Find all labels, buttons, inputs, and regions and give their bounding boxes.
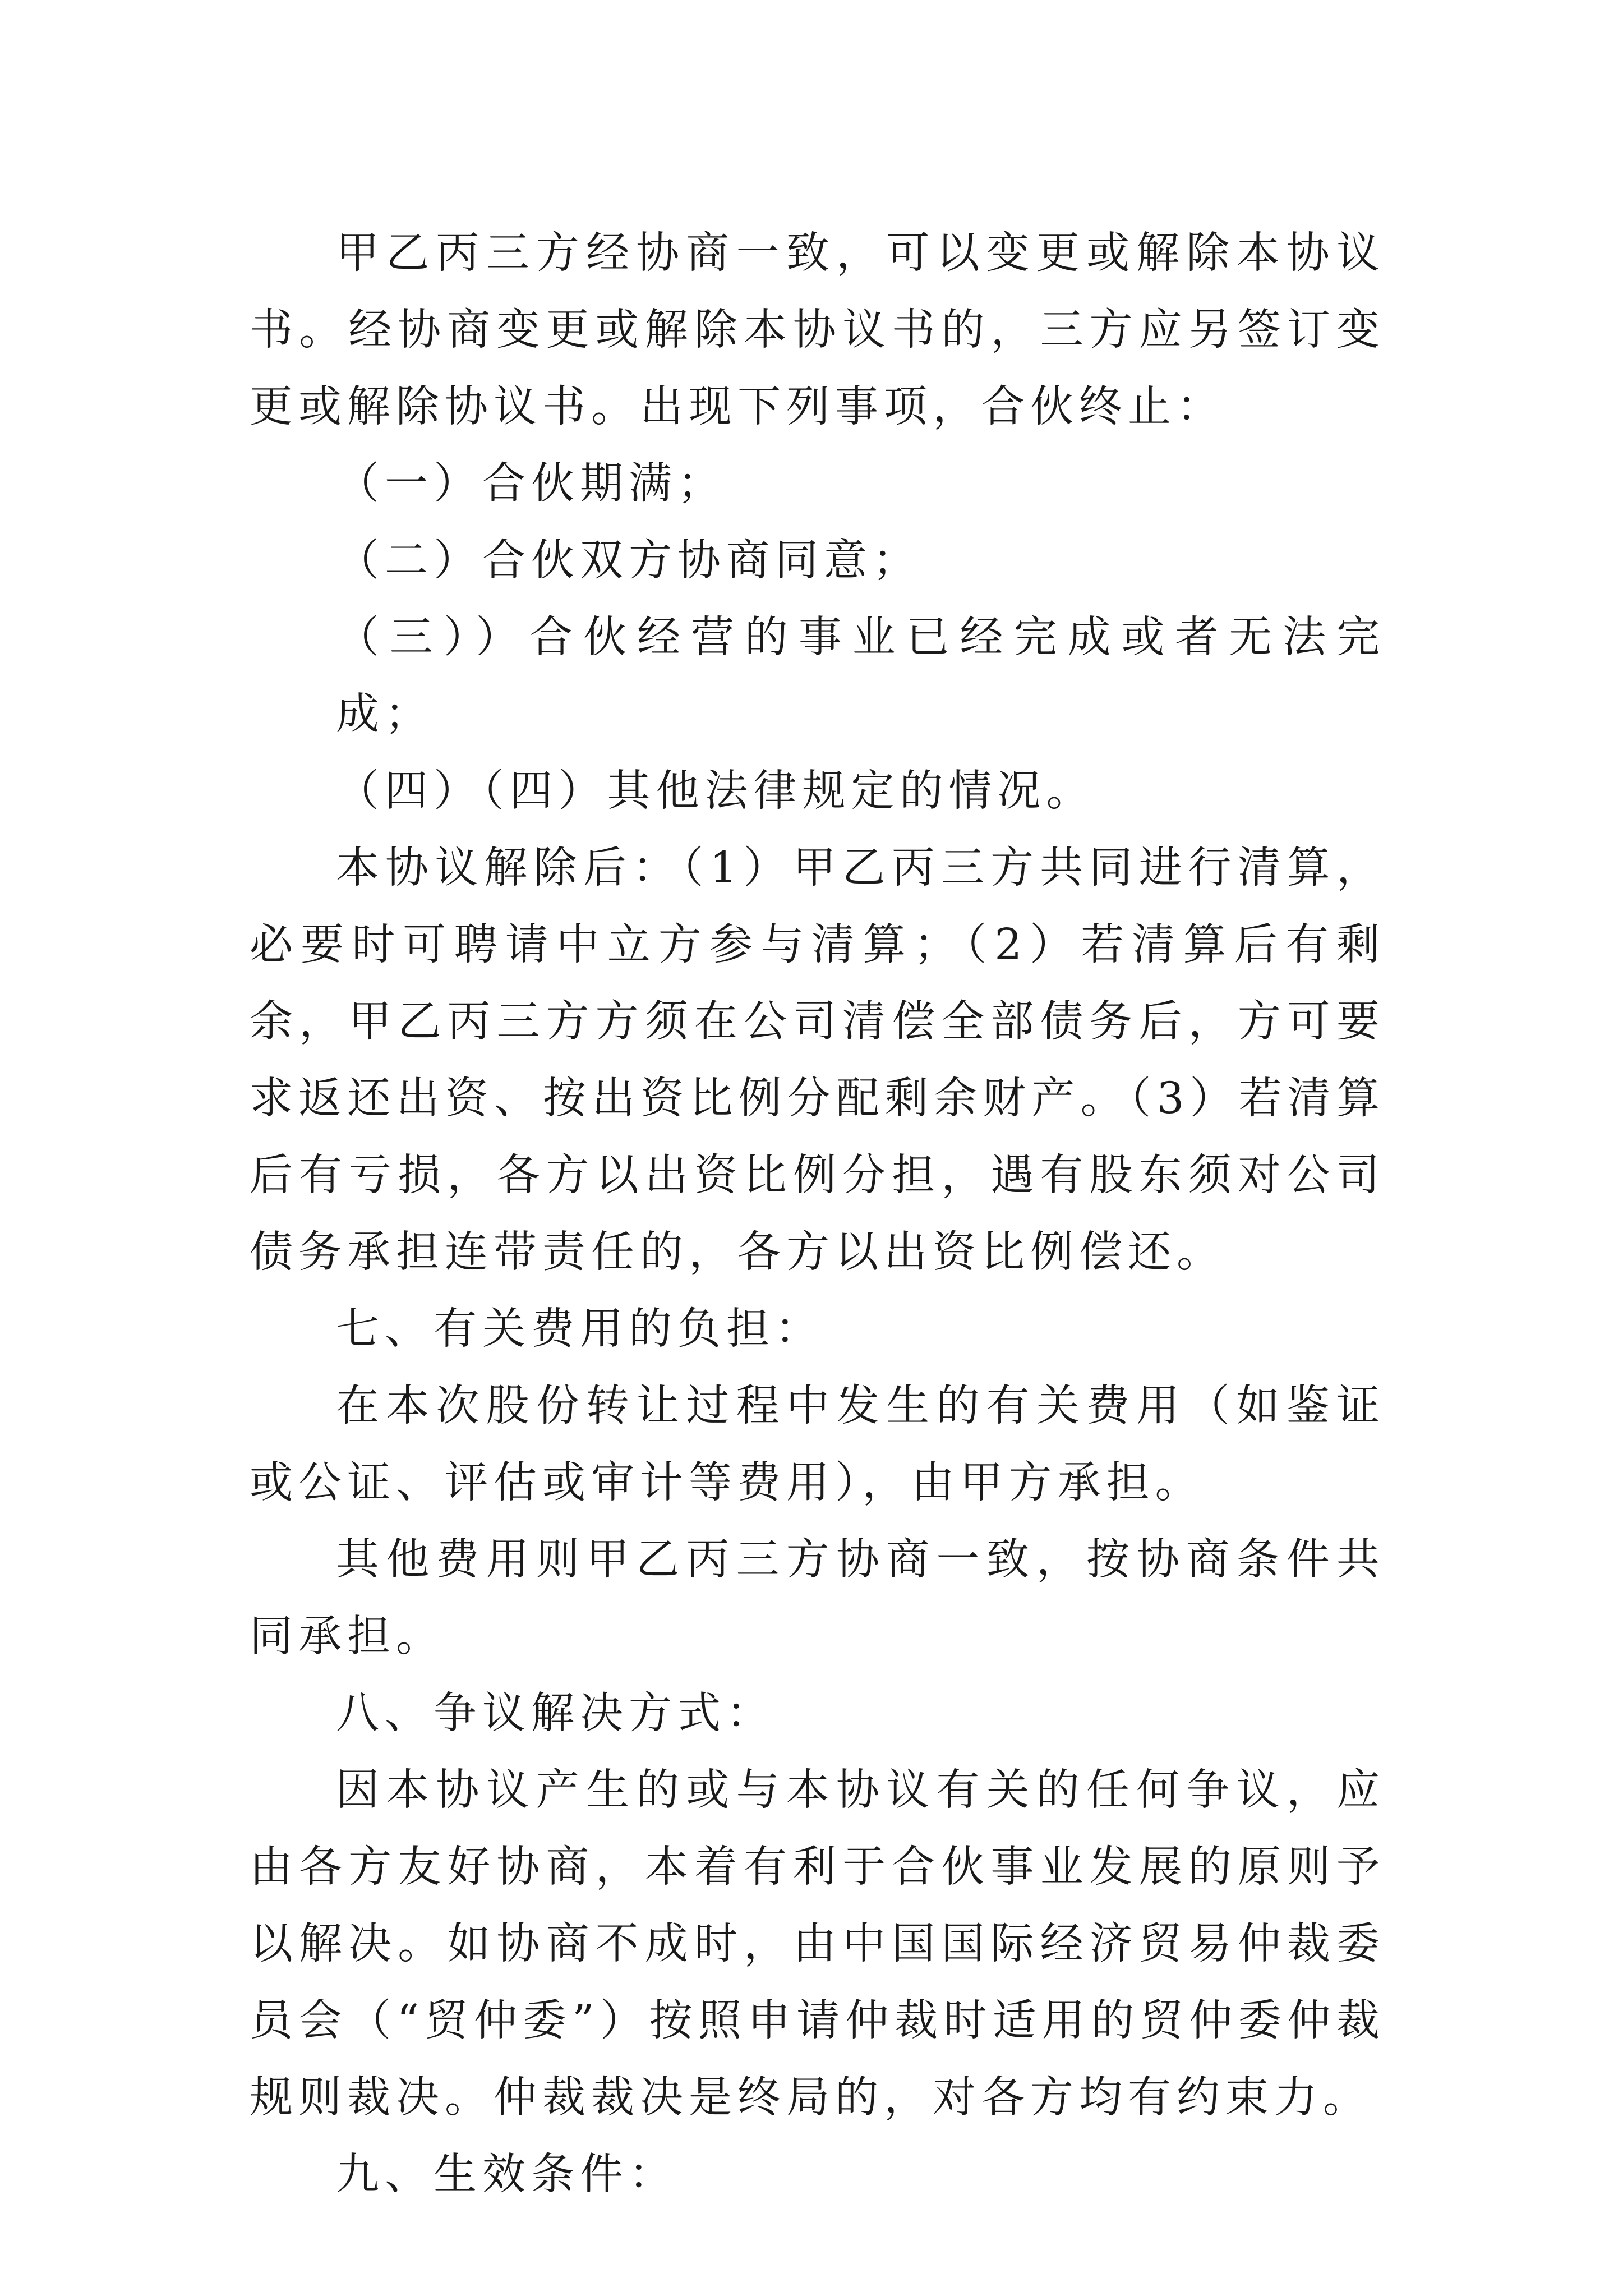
list-item-mutual-consent: （二）合伙双方协商同意； <box>336 536 921 586</box>
section-heading-dispute: 八、争议解决方式： <box>336 1688 775 1738</box>
paragraph-fees-party-a: 在本次股份转让过程中发生的有关费用（如鉴证或公证、评估或审计等费用），由甲方承担。 <box>250 1381 1385 1508</box>
list-item-term-expired: （一）合伙期满； <box>336 459 726 509</box>
document-body <box>250 215 1385 2213</box>
paragraph-dispute-resolution: 因本协议产生的或与本协议有关的任何争议，应由各方友好协商，本着有利于合伙事业发展的原则予以解决。如协商不成时，由中国国际经济贸易仲裁委员会（“贸仲委”）按照申请仲裁时适用的贸仲委仲裁规则裁决。仲裁裁决是终局的，对各方均有约束力。 <box>250 1765 1385 2123</box>
paragraph-fees-other: 其他费用则甲乙丙三方协商一致，按协商条件共同承担。 <box>250 1535 1385 1662</box>
list-item-business-complete: （三））合伙经营的事业已经完成或者无法完成； <box>336 613 1385 739</box>
section-heading-fees: 七、有关费用的负担： <box>336 1304 824 1354</box>
list-item-other-legal: （四）（四）其他法律规定的情况。 <box>336 766 1095 816</box>
paragraph-liquidation: 本协议解除后：（1）甲乙丙三方共同进行清算，必要时可聘请中立方参与清算；（2）若清算后有剩余，甲乙丙三方方须在公司清偿全部债务后，方可要求返还出资、按出资比例分配剩余财产。（3）若清算后有亏损，各方以出资比例分担，遇有股东须对公司债务承担连带责任的，各方以出资比例偿还。 <box>250 843 1385 1277</box>
section-heading-effective: 九、生效条件： <box>336 2150 677 2200</box>
paragraph-modification: 甲乙丙三方经协商一致，可以变更或解除本协议书。经协商变更或解除本协议书的，三方应另签订变更或解除协议书。出现下列事项，合伙终止： <box>250 228 1385 432</box>
